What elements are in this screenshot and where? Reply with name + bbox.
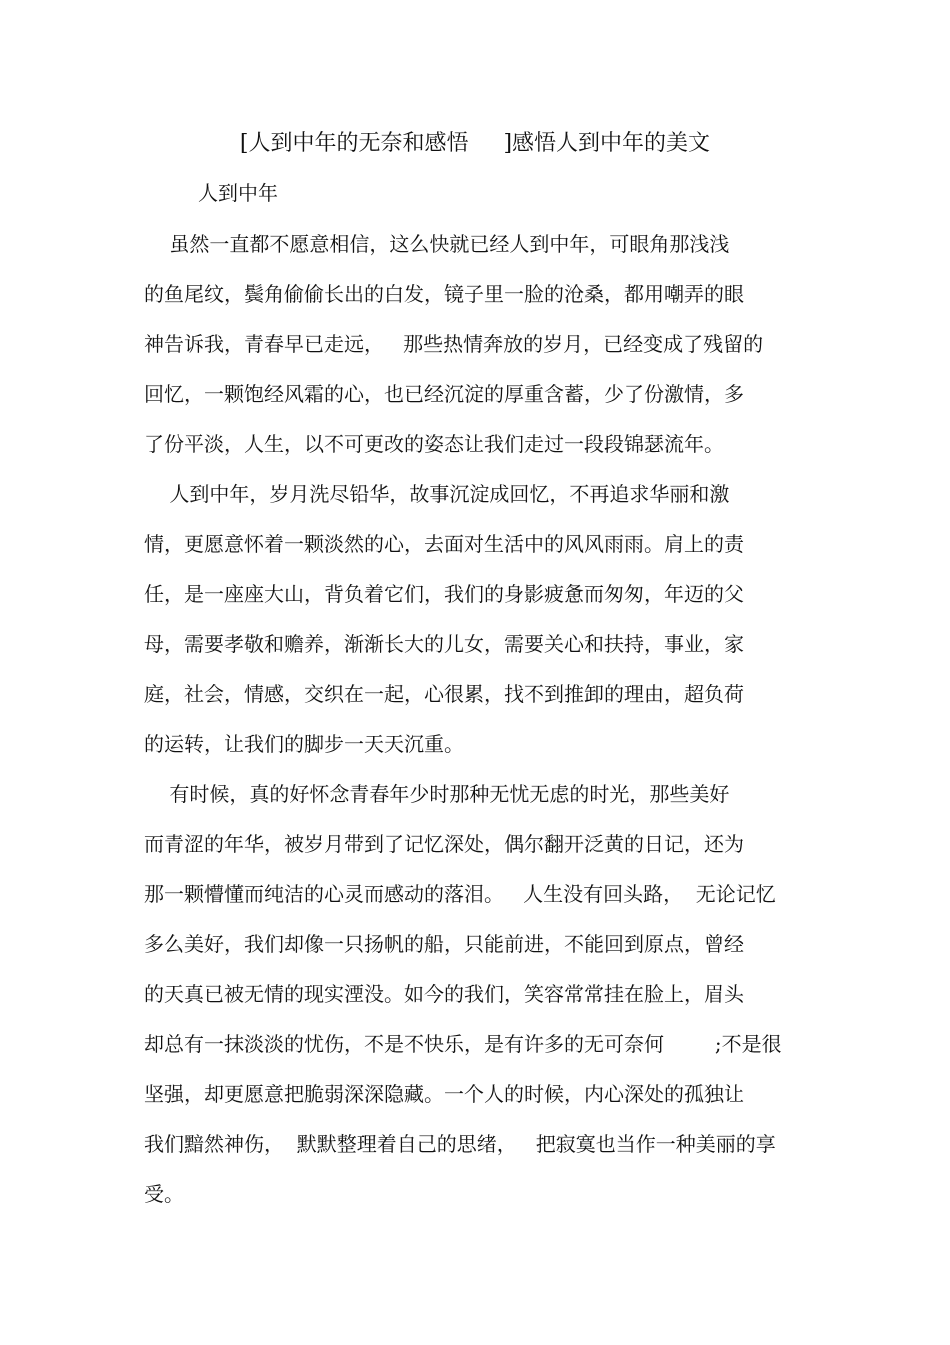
text-line: 的运转，让我们的脚步一天天沉重。 bbox=[144, 732, 464, 756]
text-line: 受。 bbox=[144, 1182, 184, 1206]
document-subtitle: 人到中年 bbox=[198, 181, 278, 205]
text-line: 人到中年，岁月洗尽铅华，故事沉淀成回忆，不再追求华丽和激 bbox=[144, 482, 730, 506]
text-line: 虽然一直都不愿意相信，这么快就已经人到中年，可眼角那浅浅 bbox=[144, 232, 730, 256]
text-line: 情，更愿意怀着一颗淡然的心，去面对生活中的风风雨雨。肩上的责 bbox=[144, 532, 744, 556]
text-line: 坚强，却更愿意把脆弱深深隐藏。一个人的时候，内心深处的孤独让 bbox=[144, 1082, 744, 1106]
text-line: 我们黯然神伤， 默默整理着自己的思绪， 把寂寞也当作一种美丽的享 bbox=[144, 1132, 776, 1156]
text-line: 那一颗懵懂而纯洁的心灵而感动的落泪。 人生没有回头路， 无论记忆 bbox=[144, 882, 776, 906]
text-line: 神告诉我，青春早已走远， 那些热情奔放的岁月，已经变成了残留的 bbox=[144, 332, 764, 356]
text-line: 庭，社会，情感，交织在一起，心很累，找不到推卸的理由，超负荷 bbox=[144, 682, 744, 706]
text-line: 回忆，一颗饱经风霜的心，也已经沉淀的厚重含蓄，少了份激情，多 bbox=[144, 382, 744, 406]
text-line: 有时候，真的好怀念青春年少时那种无忧无虑的时光，那些美好 bbox=[144, 782, 730, 806]
text-line: 而青涩的年华，被岁月带到了记忆深处，偶尔翻开泛黄的日记，还为 bbox=[144, 832, 744, 856]
text-line: 的天真已被无情的现实湮没。如今的我们，笑容常常挂在脸上，眉头 bbox=[144, 982, 744, 1006]
text-line: 却总有一抹淡淡的忧伤，不是不快乐，是有许多的无可奈何 ;不是很 bbox=[144, 1032, 782, 1056]
text-line: 任，是一座座大山，背负着它们，我们的身影疲惫而匆匆，年迈的父 bbox=[144, 582, 744, 606]
text-line: 母，需要孝敬和赡养，渐渐长大的儿女，需要关心和扶持，事业，家 bbox=[144, 632, 744, 656]
text-line: 的鱼尾纹，鬓角偷偷长出的白发，镜子里一脸的沧桑，都用嘲弄的眼 bbox=[144, 282, 744, 306]
text-line: 多么美好，我们却像一只扬帆的船，只能前进，不能回到原点，曾经 bbox=[144, 932, 744, 956]
text-line: 了份平淡，人生，以不可更改的姿态让我们走过一段段锦瑟流年。 bbox=[144, 432, 724, 456]
document-title: [人到中年的无奈和感悟 ]感悟人到中年的美文 bbox=[239, 131, 711, 156]
